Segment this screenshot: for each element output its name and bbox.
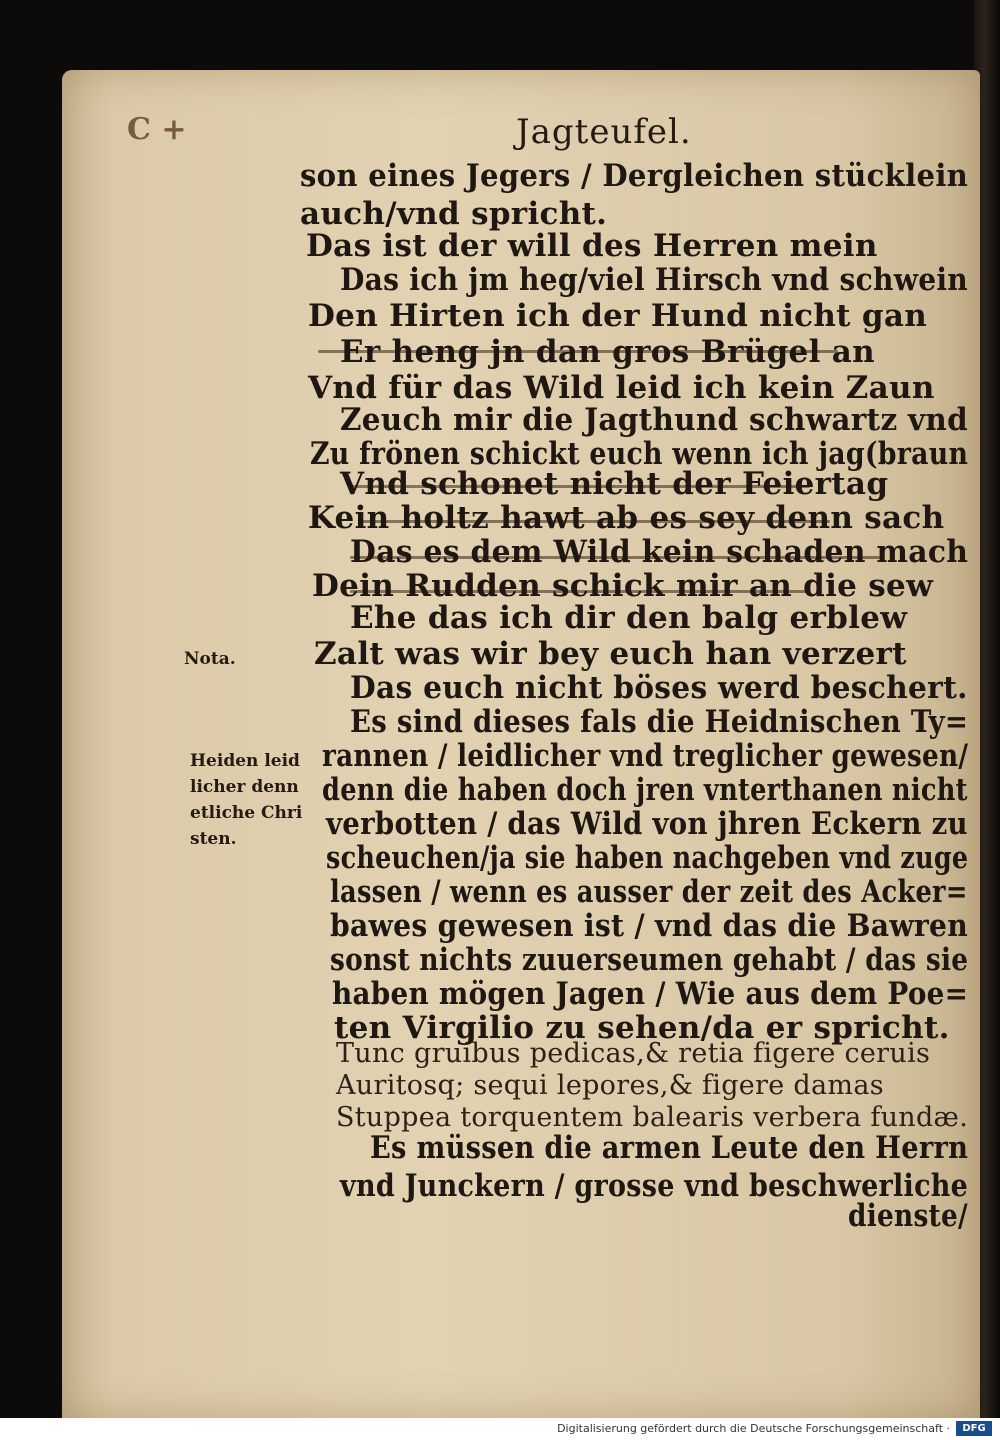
text-line: denn die haben doch jren vnterthanen nicht: [322, 772, 968, 808]
text-line: Das es dem Wild kein schaden mach: [350, 534, 969, 570]
dfg-logo: DFG: [956, 1421, 992, 1436]
margin-note-nota: Nota.: [184, 649, 236, 669]
text-line: bawes gewesen ist / vnd das die Bawren: [330, 908, 969, 944]
text-line: Kein holtz hawt ab es sey denn sach: [308, 500, 945, 536]
text-line: Es sind dieses fals die Heidnischen Ty=: [350, 704, 969, 740]
footer-bar: [0, 1418, 1000, 1440]
text-line: Er heng jn dan gros Brügel an: [340, 334, 875, 370]
text-line: Vnd für das Wild leid ich kein Zaun: [308, 370, 935, 406]
text-line: verbotten / das Wild von jhren Eckern zu: [326, 806, 968, 842]
text-line: vnd Junckern / grosse vnd beschwerliche: [340, 1168, 969, 1204]
margin-note-line: licher denn: [190, 777, 299, 797]
signature-mark: C +: [127, 112, 187, 147]
text-line: lassen / wenn es ausser der zeit des Acker=: [330, 874, 968, 910]
text-line: Den Hirten ich der Hund nicht gan: [308, 298, 928, 334]
text-line: dienste/: [848, 1198, 968, 1234]
margin-note: [190, 748, 302, 852]
text-line: Das euch nicht böses werd beschert.: [350, 670, 968, 706]
latin-verse-line: Auritosq; sequi lepores,& figere damas: [336, 1070, 884, 1101]
margin-note-line: etliche Chri: [190, 803, 303, 823]
margin-note-line: Heiden leid: [190, 751, 300, 771]
text-line: Dein Rudden schick mir an die sew: [312, 568, 934, 604]
text-line: haben mögen Jagen / Wie aus dem Poe=: [332, 976, 969, 1012]
text-line: Vnd schonet nicht der Feiertag: [340, 466, 889, 502]
latin-verse-line: Stuppea torquentem balearis verbera fundæ.: [336, 1102, 969, 1133]
text-line: Zu frönen schickt euch wenn ich jag(braun: [310, 436, 969, 472]
text-line: Ehe das ich dir den balg erblew: [350, 600, 908, 636]
text-line: Zeuch mir die Jagthund schwartz vnd: [340, 402, 968, 438]
text-line: auch/vnd spricht.: [300, 196, 608, 232]
latin-verse-line: Tunc gruibus pedicas,& retia figere ceruis: [336, 1038, 931, 1069]
text-line: scheuchen/ja sie haben nachgeben vnd zuge: [326, 840, 969, 876]
text-line: ten Virgilio zu sehen/da er spricht.: [334, 1010, 950, 1046]
text-line: Das ist der will des Herren mein: [306, 228, 878, 264]
text-line: rannen / leidlicher vnd treglicher gewesen/: [322, 738, 969, 774]
margin-note-line: sten.: [190, 829, 237, 849]
text-line: Es müssen die armen Leute den Herrn: [370, 1130, 969, 1166]
text-line: Zalt was wir bey euch han verzert: [314, 636, 907, 672]
running-title: Jagteufel.: [516, 112, 692, 152]
text-line: son eines Jegers / Dergleichen stücklein: [300, 158, 969, 194]
text-line: sonst nichts zuuerseumen gehabt / das sie: [330, 942, 969, 978]
funding-credit: Digitalisierung gefördert durch die Deutsche Forschungsgemeinschaft ·: [557, 1422, 950, 1435]
text-line: Das ich jm heg/viel Hirsch vnd schwein: [340, 262, 969, 298]
